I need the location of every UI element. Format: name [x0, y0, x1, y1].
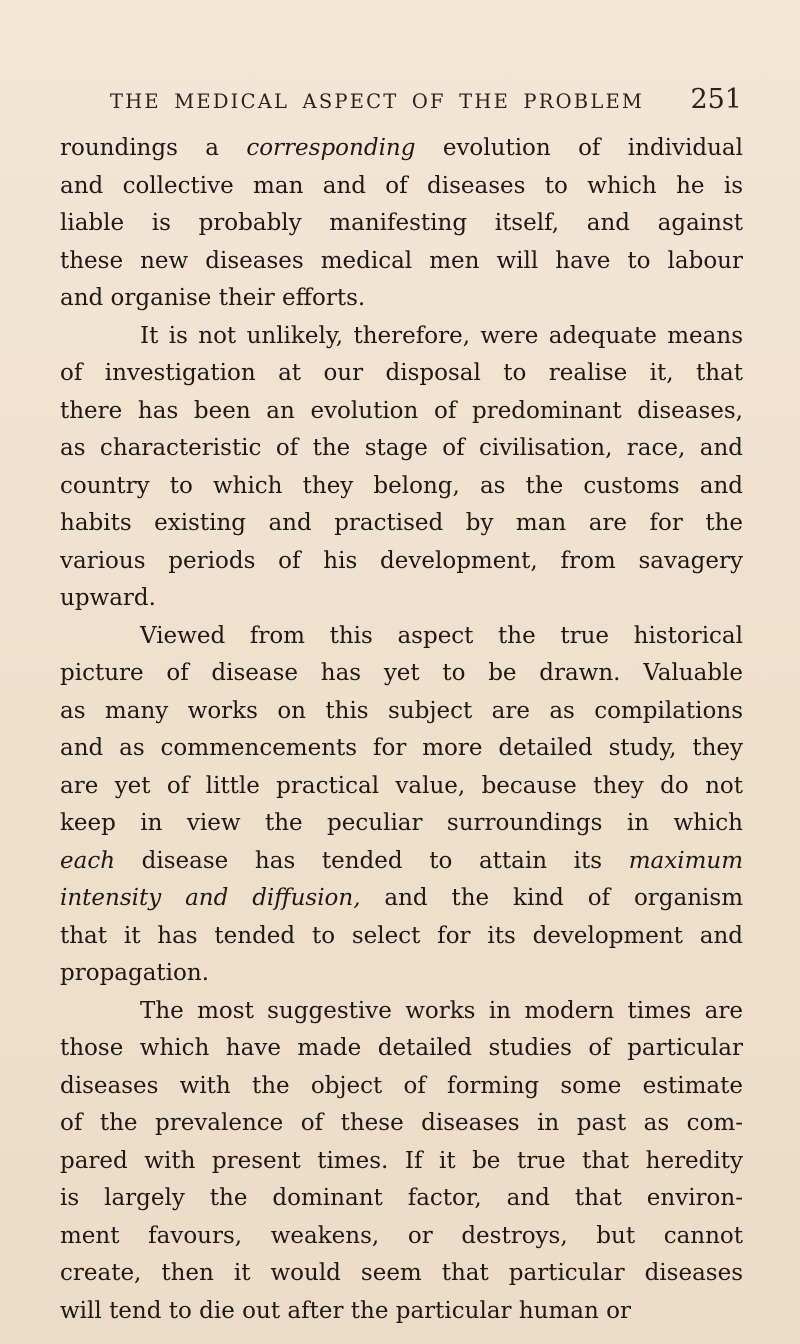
text-run: and organise their efforts.	[60, 285, 366, 311]
text-run: of investigation at our disposal to realise it, that	[60, 360, 743, 386]
text-run: and the kind of organism	[360, 885, 744, 911]
text-run: of the prevalence of these diseases in past as com-	[60, 1110, 743, 1136]
text-run: keep in view the peculiar surroundings in which	[60, 810, 743, 836]
text-line	[60, 880, 743, 918]
text-run: The most suggestive works in modern times are	[140, 997, 743, 1024]
paragraph	[60, 130, 743, 318]
text-line	[60, 618, 743, 656]
italic-text: maximum	[628, 847, 743, 874]
text-line	[60, 1143, 743, 1181]
text-line	[60, 505, 743, 543]
text-run: these new diseases medical men will have to labour	[60, 247, 743, 274]
text-run: roundings a	[60, 135, 247, 161]
text-line	[60, 468, 743, 506]
text-run: various periods of his development, from savagery	[60, 547, 743, 574]
text-run: create, then it would seem that particular diseases	[60, 1260, 743, 1286]
text-run: as many works on this subject are as compilations	[60, 697, 743, 724]
body-text	[60, 130, 743, 1330]
text-run: evolution of individual	[415, 135, 743, 161]
text-run: as characteristic of the stage of civilisation, race, and	[60, 435, 743, 461]
text-line	[60, 243, 743, 281]
italic-text: each	[60, 847, 116, 874]
text-line	[60, 805, 743, 843]
text-line	[60, 393, 743, 431]
text-line	[60, 1068, 743, 1106]
text-line	[60, 543, 743, 581]
text-line	[60, 1293, 743, 1331]
text-run: and as commencements for more detailed study, they	[60, 735, 743, 761]
text-line	[60, 355, 743, 393]
text-run: will tend to die out after the particular human or	[60, 1297, 631, 1324]
italic-text: intensity and diffusion,	[60, 885, 361, 911]
text-line	[60, 1030, 743, 1068]
text-line	[60, 843, 743, 881]
text-line	[60, 1105, 743, 1143]
text-line	[60, 280, 743, 318]
text-run: upward.	[60, 585, 156, 611]
text-line	[60, 130, 743, 168]
text-run: there has been an evolution of predominant diseases,	[60, 397, 743, 424]
text-line	[60, 768, 743, 806]
paragraph	[60, 318, 743, 618]
text-run: habits existing and practised by man are for the	[60, 510, 743, 536]
paragraph	[60, 618, 743, 993]
paragraph	[60, 993, 743, 1331]
text-line	[60, 318, 743, 356]
text-line	[60, 205, 743, 243]
text-run: Viewed from this aspect the true historical	[140, 622, 743, 649]
text-line	[60, 693, 743, 731]
text-line	[60, 655, 743, 693]
text-line	[60, 430, 743, 468]
text-line	[60, 1255, 743, 1293]
text-line	[60, 918, 743, 956]
text-run: ment favours, weakens, or destroys, but cannot	[60, 1222, 743, 1249]
text-run: is largely the dominant factor, and that environ-	[60, 1185, 743, 1211]
text-line	[60, 730, 743, 768]
text-run: It is not unlikely, therefore, were adequate means	[140, 322, 743, 349]
text-line	[60, 168, 743, 206]
running-head	[110, 84, 742, 124]
page-number: 251	[690, 84, 742, 115]
text-run: pared with present times. If it be true that heredity	[60, 1147, 743, 1174]
text-line	[60, 993, 743, 1031]
running-title: THE MEDICAL ASPECT OF THE PROBLEM	[110, 90, 645, 113]
text-line	[60, 955, 743, 993]
text-run: are yet of little practical value, because they do not	[60, 772, 743, 799]
text-run: those which have made detailed studies of particular	[60, 1035, 743, 1061]
text-line	[60, 580, 743, 618]
text-run: and collective man and of diseases to which he is	[60, 172, 743, 199]
text-run: diseases with the object of forming some estimate	[60, 1072, 743, 1099]
text-line	[60, 1180, 743, 1218]
text-run: country to which they belong, as the customs and	[60, 472, 743, 499]
text-run: that it has tended to select for its development and	[60, 922, 743, 949]
text-run: propagation.	[60, 960, 210, 986]
text-run: liable is probably manifesting itself, and against	[60, 210, 743, 236]
text-run: picture of disease has yet to be drawn. Valuable	[60, 660, 743, 686]
italic-text: corresponding	[246, 135, 416, 161]
text-line	[60, 1218, 743, 1256]
text-run: disease has tended to attain its	[115, 847, 629, 874]
